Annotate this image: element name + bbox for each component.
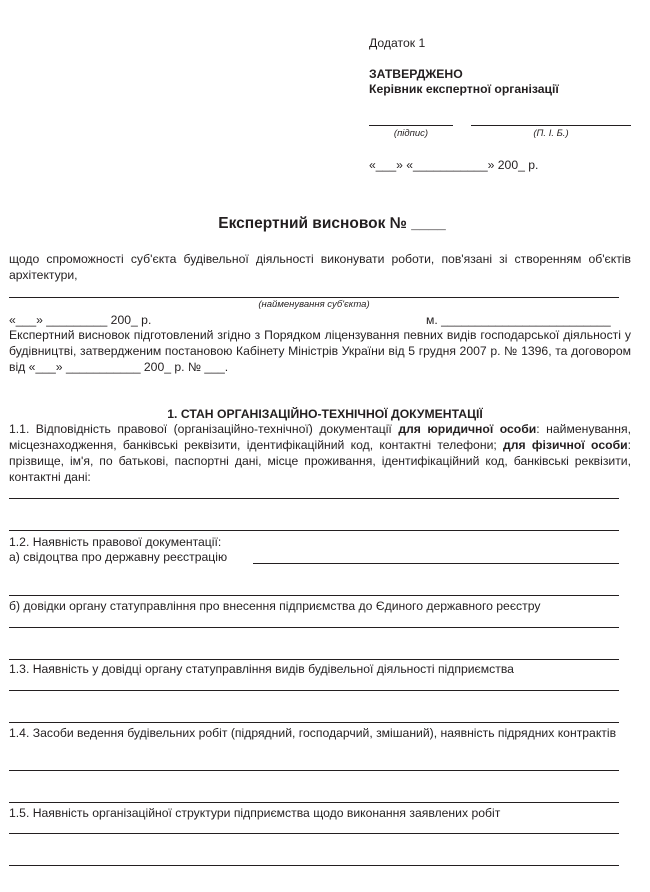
blank-line <box>9 833 619 834</box>
entity-name-line <box>9 297 619 298</box>
item-1-4: 1.4. Засоби ведення будівельних робіт (підрядний, господарчий, змішаний), наявність підрядних контрактів <box>9 726 617 740</box>
blank-line <box>9 865 619 866</box>
basis-paragraph: Експертний висновок підготовлений згідно з Порядком ліцензування певних видів господарської діяльності у будівництві, затвердженим постановою Кабінету Міністрів України від 5 грудня 2007 р. № 1396, та договором від «___» ___________ 200_ р. № ___. <box>9 328 631 374</box>
signature-caption: (підпис) <box>393 128 429 139</box>
blank-line <box>9 659 619 660</box>
appendix-label: Додаток 1 <box>369 36 426 50</box>
blank-line <box>9 770 619 771</box>
item-1-1-individual: для фізичної особи <box>503 438 628 452</box>
item-1-2-b: б) довідки органу статуправління про внесення підприємства до Єдиного державного реєстру <box>9 599 541 613</box>
signature-line <box>369 125 453 126</box>
approval-date: «___» «___________» 200_ р. <box>369 158 539 172</box>
blank-line <box>253 563 619 564</box>
name-line <box>471 125 631 126</box>
section-1-heading: 1. СТАН ОРГАНІЗАЦІЙНО-ТЕХНІЧНОЇ ДОКУМЕНТАЦІЇ <box>167 407 483 421</box>
blank-line <box>9 627 619 628</box>
blank-line <box>9 530 619 531</box>
blank-line <box>9 802 619 803</box>
item-1-1-text-b: : найменування, місцезнаходження, банківські реквізити, ідентифікаційний код, контактні телефони; <box>9 422 632 452</box>
name-caption: (П. І. Б.) <box>533 128 569 139</box>
blank-line <box>9 595 619 596</box>
item-1-1-text-c: : прізвище, ім'я, по батькові, паспортні дані, місце проживання, ідентифікаційний код, банківські реквізити, контактні дані: <box>9 438 631 484</box>
head-title: Керівник експертної організації <box>369 82 559 96</box>
item-1-1-legal-entity: для юридичної особи <box>398 422 537 436</box>
item-1-1 <box>9 421 631 485</box>
city-field: м. _________________________ <box>426 313 611 327</box>
blank-line <box>9 690 619 691</box>
conclusion-date: «___» _________ 200_ р. <box>9 313 152 327</box>
entity-caption: (найменування суб'єкта) <box>258 299 370 310</box>
item-1-2: 1.2. Наявність правової документації: <box>9 535 222 549</box>
blank-line <box>9 498 619 499</box>
item-1-5: 1.5. Наявність організаційної структури підприємства щодо виконання заявлених робіт <box>9 806 501 820</box>
item-1-3: 1.3. Наявність у довідці органу статуправління видів будівельної діяльності підприємства <box>9 662 514 676</box>
item-1-2-a: а) свідоцтва про державну реєстрацію <box>9 550 228 564</box>
document-title: Експертний висновок № ____ <box>218 215 446 232</box>
blank-line <box>9 722 619 723</box>
item-1-1-text-a: 1.1. Відповідність правової (організаційно-технічної) документації <box>9 422 399 436</box>
purpose-text: щодо спроможності суб'єкта будівельної діяльності виконувати роботи, пов'язані зі створенням об'єктів архітектури, <box>9 252 631 282</box>
approved-label: ЗАТВЕРДЖЕНО <box>369 67 463 81</box>
